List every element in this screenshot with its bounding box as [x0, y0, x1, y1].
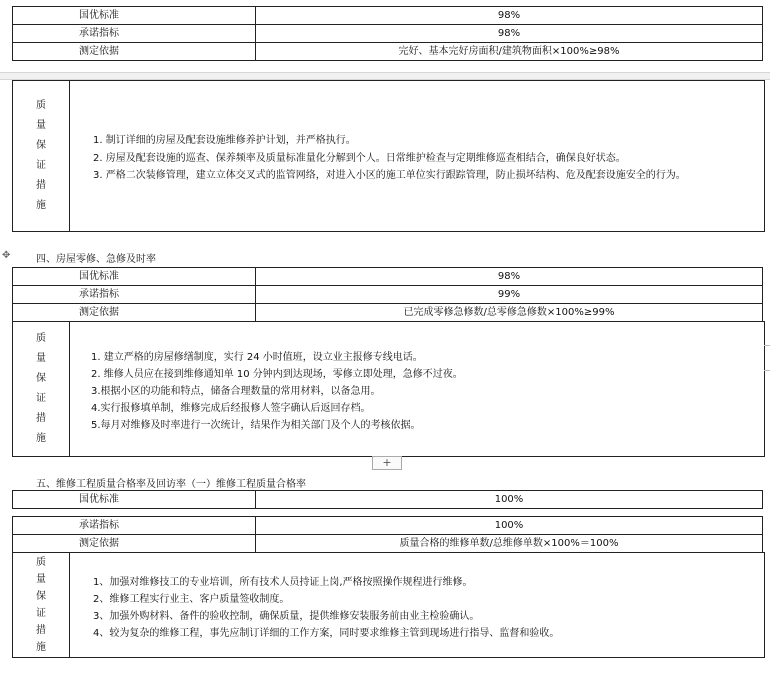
row-key: 国优标准	[13, 268, 256, 286]
table-row	[13, 535, 763, 553]
table-row	[13, 268, 763, 286]
list-item: 3.根据小区的功能和特点，储备合理数量的常用材料，以备急用。	[91, 386, 381, 397]
list-item: 1. 建立严格的房屋修缮制度，实行 24 小时值班，设立业主报修专线电话。	[91, 352, 423, 363]
label-char: 量	[36, 353, 46, 364]
label-char: 施	[36, 200, 46, 211]
label-char: 证	[36, 160, 46, 171]
page-break-divider	[0, 72, 770, 80]
label-char: 保	[36, 373, 46, 384]
label-char: 质	[36, 333, 46, 344]
label-char: 措	[36, 625, 46, 636]
list-item: 4.实行报修填单制，维修完成后经报修人签字确认后返回存档。	[91, 403, 371, 414]
label-char: 措	[36, 180, 46, 191]
row-value: 已完成零修急修数/总零修急修数×100%≥99%	[256, 304, 763, 322]
measures-label	[13, 81, 70, 231]
label-char: 措	[36, 413, 46, 424]
row-key: 测定依据	[13, 535, 256, 553]
section5-index-table	[12, 516, 763, 553]
ruler-mark	[764, 345, 770, 346]
row-key: 承诺指标	[13, 517, 256, 535]
list-item: 2. 房屋及配套设施的巡查、保养频率及质量标准量化分解到个人。日常维护检查与定期维修巡查相结合，确保良好状态。	[93, 153, 626, 164]
list-item: 1、加强对维修技工的专业培训，所有技术人员持证上岗,严格按照操作规程进行维修。	[93, 577, 473, 588]
list-item: 1. 制订详细的房屋及配套设施维修养护计划，并严格执行。	[93, 135, 356, 146]
table-row	[13, 286, 763, 304]
table-row	[13, 7, 763, 25]
label-char: 保	[36, 591, 46, 602]
list-item: 3. 严格二次装修管理，建立立体交叉式的监管网络，对进入小区的施工单位实行跟踪管理，防止损坏结构、危及配套设施安全的行为。	[93, 170, 686, 181]
label-char: 质	[36, 557, 46, 568]
label-char: 施	[36, 642, 46, 653]
row-value: 98%	[256, 25, 763, 43]
table-row	[13, 517, 763, 535]
row-key: 承诺指标	[13, 25, 256, 43]
table-row	[13, 25, 763, 43]
row-value: 质量合格的维修单数/总维修单数×100%＝100%	[256, 535, 763, 553]
add-row-button[interactable]: +	[372, 456, 402, 470]
label-char: 量	[36, 574, 46, 585]
row-value: 100%	[256, 517, 763, 535]
table-row	[13, 304, 763, 322]
list-item: 3、加强外购材料、备件的验收控制，确保质量，提供维修安装服务前由业主检验确认。	[93, 611, 480, 622]
row-key: 承诺指标	[13, 286, 256, 304]
row-value: 100%	[256, 491, 763, 509]
label-char: 证	[36, 608, 46, 619]
row-value: 完好、基本完好房面积/建筑物面积×100%≥98%	[256, 43, 763, 61]
section4-heading: 四、房屋零修、急修及时率	[36, 254, 156, 265]
row-key: 国优标准	[13, 7, 256, 25]
list-item: 5.每月对维修及时率进行一次统计，结果作为相关部门及个人的考核依据。	[91, 420, 421, 431]
table-row	[13, 491, 763, 509]
section5-top-table	[12, 490, 763, 509]
list-item: 2. 维修人员应在接到维修通知单 10 分钟内到达现场，零修立即处理，急修不过夜。	[91, 369, 463, 380]
row-value: 99%	[256, 286, 763, 304]
label-char: 证	[36, 393, 46, 404]
section4-index-table	[12, 267, 763, 322]
list-item: 4、较为复杂的维修工程，事先应制订详细的工作方案，同时要求维修主管到现场进行指导、监督和验收。	[93, 628, 560, 639]
ruler-mark	[764, 370, 770, 371]
list-item: 2、维修工程实行业主、客户质量签收制度。	[93, 594, 290, 605]
measures-label	[13, 322, 70, 456]
section4-measures-box	[12, 321, 765, 457]
row-value: 98%	[256, 7, 763, 25]
row-key: 国优标准	[13, 491, 256, 509]
label-char: 施	[36, 433, 46, 444]
section5-measures-box	[12, 552, 765, 658]
label-char: 保	[36, 140, 46, 151]
move-handle-icon[interactable]: ✥	[2, 250, 11, 261]
measures-label	[13, 553, 70, 657]
section3-index-table	[12, 6, 763, 61]
row-key: 测定依据	[13, 43, 256, 61]
row-value: 98%	[256, 268, 763, 286]
section5-heading: 五、维修工程质量合格率及回访率（一）维修工程质量合格率	[36, 479, 306, 490]
label-char: 量	[36, 120, 46, 131]
table-row	[13, 43, 763, 61]
row-key: 测定依据	[13, 304, 256, 322]
section3-measures-box	[12, 80, 765, 232]
label-char: 质	[36, 100, 46, 111]
